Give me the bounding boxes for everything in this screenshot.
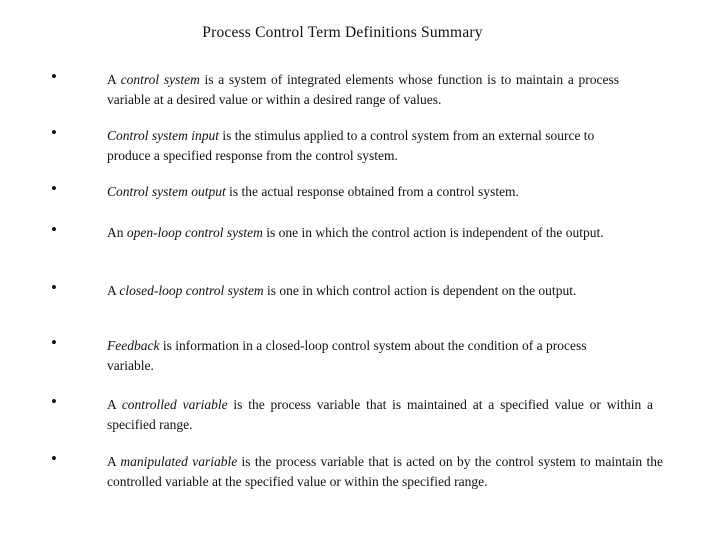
definition-term: Control system input [107, 128, 220, 143]
bullet-icon: • [51, 333, 57, 352]
definition-lead: An [107, 225, 127, 240]
definition-text [107, 223, 627, 243]
definition-body: is the actual response obtained from a control system. [225, 184, 519, 199]
definition-term: Feedback [107, 338, 160, 353]
definition-term: controlled variable [121, 397, 228, 412]
definition-text [107, 70, 619, 109]
definition-text [107, 395, 653, 434]
definition-term: control system [120, 72, 200, 87]
definition-body: is the stimulus applied to a control system from an external source to produce a specified response from the control system. [107, 128, 595, 163]
definition-text [107, 182, 647, 202]
definition-term: manipulated variable [120, 454, 238, 469]
definition-lead: A [107, 397, 122, 412]
bullet-icon: • [51, 449, 57, 468]
definition-body: is one in which control action is dependent on the output. [263, 283, 577, 298]
bullet-icon: • [51, 220, 57, 239]
page-title: Process Control Term Definitions Summary [202, 24, 483, 41]
definition-text [107, 281, 627, 301]
bullet-icon: • [51, 392, 57, 411]
bullet-icon: • [51, 123, 57, 142]
bullet-icon: • [51, 67, 57, 86]
definition-body: is a system of integrated elements whose function is to maintain a process variable at a desired value or within a desired range of values. [107, 72, 619, 107]
definition-lead: A [107, 72, 121, 87]
definition-term: open-loop control system [126, 225, 263, 240]
definition-text [107, 336, 612, 375]
definition-text [107, 452, 663, 491]
definition-term: Control system output [107, 184, 226, 199]
definition-lead: A [107, 454, 121, 469]
definition-body: is one in which the control action is independent of the output. [262, 225, 604, 240]
definition-term: closed-loop control system [119, 283, 264, 298]
bullet-icon: • [51, 278, 57, 297]
definition-lead: A [107, 283, 120, 298]
definition-body: is the process variable that is acted on by the control system to maintain the controlled variable at the specified value or within the specified range. [107, 454, 663, 489]
definition-body: is the process variable that is maintained at a specified value or within a specified range. [107, 397, 653, 432]
definition-text [107, 126, 627, 165]
definition-body: is information in a closed-loop control system about the condition of a process variable. [107, 338, 587, 373]
bullet-icon: • [51, 179, 57, 198]
